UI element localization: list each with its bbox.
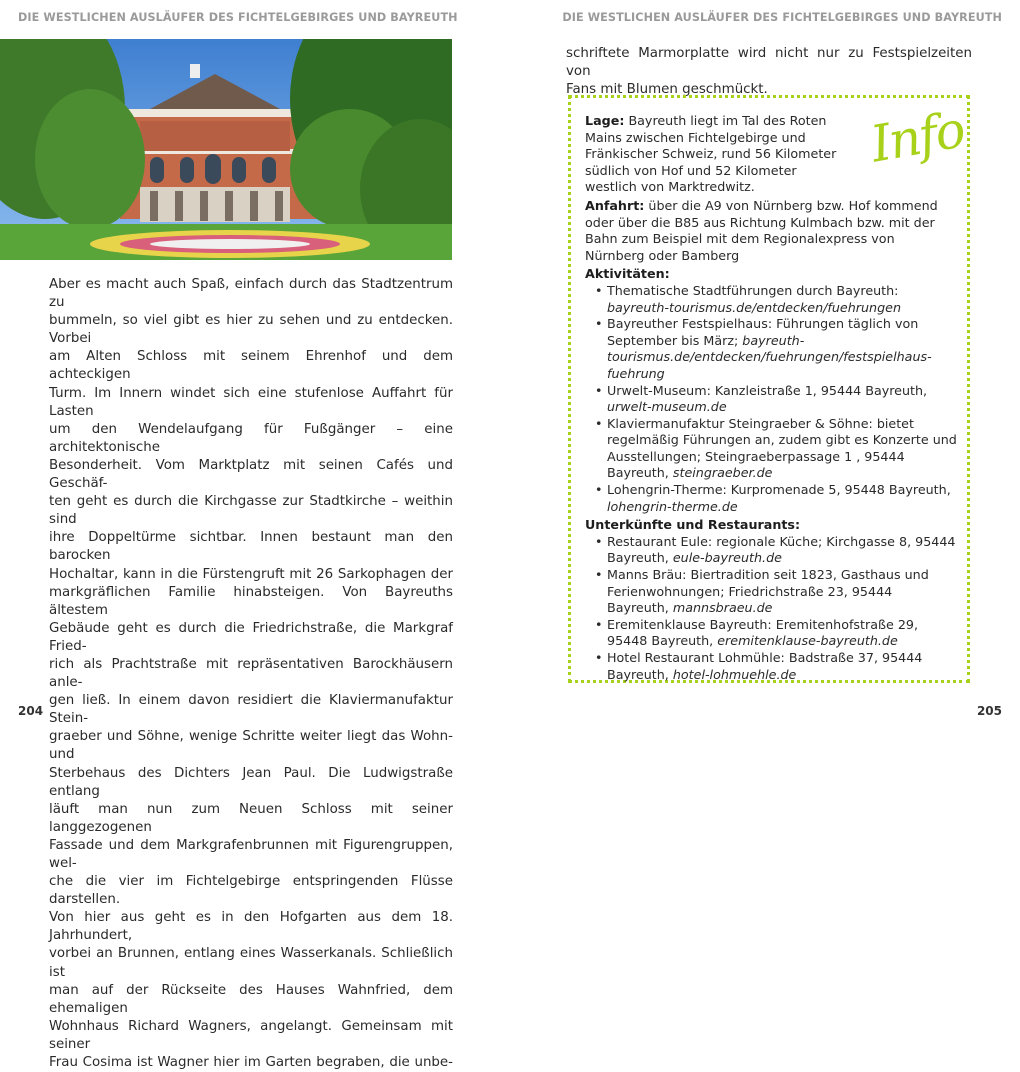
body-text-line: ihre Doppeltürme sichtbar. Innen bestaunt man den barocken	[49, 530, 453, 564]
website-link[interactable]: eremitenklause-bayreuth.de	[717, 633, 898, 649]
website-link[interactable]: lohengrin-therme.de	[607, 498, 738, 514]
body-text-line: ten geht es durch die Kirchgasse zur Stadtkirche – weithin sind	[49, 494, 453, 528]
unterkunft-item	[595, 534, 957, 567]
website-link[interactable]: urwelt-museum.de	[607, 399, 727, 415]
body-text-line: rich als Prachtstraße mit repräsentativen Barockhäusern anle-	[49, 656, 453, 691]
body-text-line: um den Wendelaufgang für Fußgänger – eine architektonische	[49, 421, 453, 455]
unterkuenfte-list	[585, 534, 957, 683]
website-link[interactable]: eule-bayreuth.de	[672, 550, 782, 566]
list-item-text: Eremitenklause Bayreuth: Eremitenhofstraße 29, 95448 Bayreuth,	[607, 616, 919, 649]
website-link[interactable]: mannsbraeu.de	[672, 600, 773, 616]
list-item-text: Hotel Restaurant Lohmühle: Badstraße 37, 95444 Bayreuth,	[607, 650, 923, 682]
body-text-line: Gebäude geht es durch die Friedrichstraße, die Markgraf Fried-	[49, 620, 453, 654]
aktivitaet-item	[595, 383, 957, 416]
body-text-line: gen ließ. In einem davon residiert die Klaviermanufaktur Stein-	[49, 693, 453, 727]
aktivitaet-item	[595, 283, 957, 316]
list-item-text: Restaurant Eule: regionale Küche; Kirchgasse 8, 95444 Bayreuth,	[607, 533, 956, 566]
anfahrt-label: Anfahrt:	[585, 197, 645, 213]
list-item-text: Urwelt-Museum: Kanzleistraße 1, 95444 Bayreuth,	[607, 382, 928, 398]
body-text-line: Wohnhaus Richard Wagners, angelangt. Gemeinsam mit seiner	[49, 1018, 453, 1052]
info-box	[568, 95, 970, 683]
continued-text-line: schriftete Marmorplatte wird nicht nur zu Festspielzeiten von	[566, 46, 972, 80]
aktivitaeten-title: Aktivitäten:	[585, 266, 670, 282]
body-text-line: Turm. Im Innern windet sich eine stufenlose Auffahrt für Lasten	[49, 385, 453, 419]
body-text-line: Besonderheit. Vom Marktplatz mit seinen Cafés und Geschäf-	[49, 457, 453, 492]
body-text-line: markgräflichen Familie hinabsteigen. Von Bayreuths ältestem	[49, 584, 453, 618]
continued-text-line: Fans mit Blumen geschmückt.	[566, 82, 768, 98]
aktivitaet-item	[595, 416, 957, 482]
aktivitaeten-list	[585, 283, 957, 515]
list-item-text: Lohengrin-Therme: Kurpromenade 5, 95448 Bayreuth,	[607, 482, 951, 498]
body-text-line: Hochaltar, kann in die Fürstengruft mit 26 Sarkophagen der	[49, 566, 453, 582]
body-text-line: Frau Cosima ist Wagner hier im Garten begraben, die unbe-	[49, 1055, 453, 1071]
body-text-line: läuft man nun zum Neuen Schloss mit seiner langgezogenen	[49, 801, 453, 835]
festspielhaus-photo	[0, 39, 452, 260]
body-text-line: bummeln, so viel gibt es hier zu sehen und zu entdecken. Vorbei	[49, 313, 453, 347]
continued-text	[566, 45, 972, 99]
list-item-text: Thematische Stadtführungen durch Bayreuth:	[607, 282, 899, 298]
website-link[interactable]: bayreuth-tourismus.de/entdecken/fuehrungen	[607, 299, 901, 315]
unterkunft-item	[595, 567, 957, 617]
running-header-right: DIE WESTLICHEN AUSLÄUFER DES FICHTELGEBIRGES UND BAYREUTH	[562, 11, 1002, 24]
body-text-line: Sterbehaus des Dichters Jean Paul. Die Ludwigstraße entlang	[49, 765, 453, 799]
body-text-line: graeber und Söhne, wenige Schritte weiter liegt das Wohn- und	[49, 729, 453, 763]
list-item-text: Klaviermanufaktur Steingraeber & Söhne: bietet regelmäßig Führungen an, zudem gibt es Konzerte und Ausstellungen; Steingraeberpassage 1 , 95444 Bayreuth,	[607, 415, 957, 481]
info-anfahrt	[585, 198, 957, 264]
info-lage	[585, 113, 850, 196]
body-text-line: am Alten Schloss mit seinem Ehrenhof und dem achteckigen	[49, 349, 453, 383]
body-text-line: Von hier aus geht es in den Hofgarten aus dem 18. Jahrhundert,	[49, 910, 453, 944]
page-number-right: 205	[976, 704, 1002, 718]
unterkuenfte-title: Unterkünfte und Restaurants:	[585, 517, 801, 533]
list-item-text: Manns Bräu: Biertradition seit 1823, Gasthaus und Ferienwohnungen; Friedrichstraße 23, 95444 Bayreuth,	[607, 567, 929, 616]
unterkunft-item	[595, 617, 957, 650]
aktivitaet-item	[595, 482, 957, 515]
lage-label: Lage:	[585, 113, 625, 128]
info-badge: Info	[866, 100, 968, 174]
body-text-line: man auf der Rückseite des Hauses Wahnfried, dem ehemaligen	[49, 982, 453, 1016]
unterkunft-item	[595, 650, 957, 683]
anfahrt-text: über die A9 von Nürnberg bzw. Hof kommend oder über die B85 aus Richtung Kulmbach bzw. mit der Bahn zum Beispiel mit dem Regionalexpress von Nürnberg oder Bamberg	[585, 197, 938, 263]
body-text-line: Fassade und dem Markgrafenbrunnen mit Figurengruppen, wel-	[49, 837, 453, 871]
list-item-text: Bayreuther Festspielhaus: Führungen täglich von September bis März;	[607, 316, 919, 348]
running-header-left: DIE WESTLICHEN AUSLÄUFER DES FICHTELGEBIRGES UND BAYREUTH	[18, 11, 458, 24]
body-text-line: Aber es macht auch Spaß, einfach durch das Stadtzentrum zu	[49, 277, 453, 311]
main-body-text	[49, 276, 453, 1072]
body-text-line: che die vier im Fichtelgebirge entspringenden Flüsse darstellen.	[49, 874, 453, 908]
lage-text: Bayreuth liegt im Tal des Roten Mains zwischen Fichtelgebirge und Fränkischer Schweiz, rund 56 Kilometer südlich von Hof und 52 Kilometer westlich von Marktredwitz.	[585, 113, 837, 195]
aktivitaet-item	[595, 316, 957, 382]
body-text-line: vorbei an Brunnen, entlang eines Wasserkanals. Schließlich ist	[49, 946, 453, 980]
website-link[interactable]: steingraeber.de	[672, 465, 773, 481]
website-link[interactable]: hotel-lohmuehle.de	[672, 666, 797, 682]
website-link[interactable]: bayreuth-tourismus.de/entdecken/fuehrungen/festspielhaus-fuehrung	[607, 332, 932, 381]
page-number-left: 204	[18, 704, 44, 718]
